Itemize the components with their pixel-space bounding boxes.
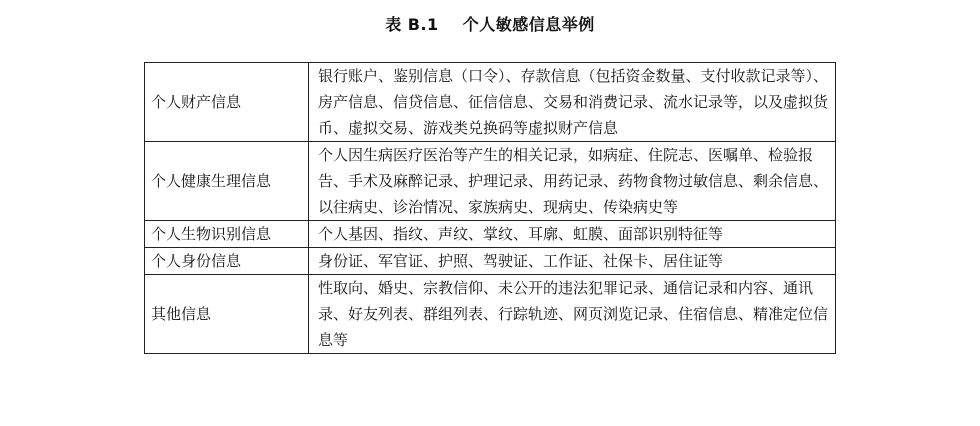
category-cell: 个人财产信息 [145,63,309,142]
table-row [145,63,836,142]
sensitive-info-table [144,62,836,354]
table-title: 个人敏感信息举例 [462,15,595,34]
category-cell: 个人身份信息 [145,248,309,275]
table-row [145,221,836,248]
category-cell: 其他信息 [145,275,309,354]
table-row [145,275,836,354]
examples-cell: 个人基因、指纹、声纹、掌纹、耳廓、虹膜、面部识别特征等 [309,221,836,248]
table-caption [0,12,980,35]
table-row [145,248,836,275]
examples-cell: 个人因生病医疗医治等产生的相关记录，如病症、住院志、医嘱单、检验报告、手术及麻醉记录、护理记录、用药记录、药物食物过敏信息、剩余信息、以往病史、诊治情况、家族病史、现病史、传染病史等 [309,142,836,221]
examples-cell: 银行账户、鉴别信息（口令）、存款信息（包括资金数量、支付收款记录等）、房产信息、信贷信息、征信信息、交易和消费记录、流水记录等，以及虚拟货币、虚拟交易、游戏类兑换码等虚拟财产信息 [309,63,836,142]
examples-cell: 性取向、婚史、宗教信仰、未公开的违法犯罪记录、通信记录和内容、通讯录、好友列表、群组列表、行踪轨迹、网页浏览记录、住宿信息、精准定位信息等 [309,275,836,354]
table-row [145,142,836,221]
examples-cell: 身份证、军官证、护照、驾驶证、工作证、社保卡、居住证等 [309,248,836,275]
table-number: 表 B.1 [385,15,439,34]
category-cell: 个人健康生理信息 [145,142,309,221]
category-cell: 个人生物识别信息 [145,221,309,248]
